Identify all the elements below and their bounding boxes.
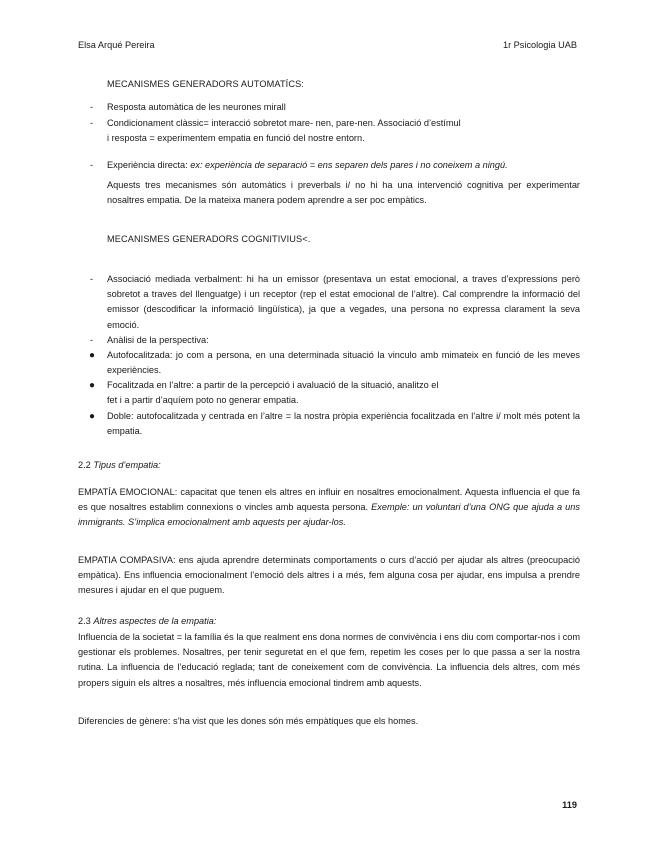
automatic-item-3 <box>107 158 580 173</box>
bullet-dash: - <box>90 160 94 170</box>
automatic-paragraph: Aquests tres mecanismes són automàtics i preverbals i/ no hi ha una intervenció cognitiva per experimentar nosaltres empatia. De la mateixa manera podem aprendre a ser poc empàtics. <box>107 180 580 206</box>
section-title: Tipus d’empatia: <box>93 460 161 470</box>
section-number: 2.2 <box>78 460 91 470</box>
perspective-sub-2-line-2: fet i a partir d’aquíem poto no generar empatia. <box>107 395 299 405</box>
section-2-3-heading <box>78 616 216 626</box>
header-author: Elsa Arqué Pereira <box>78 40 155 50</box>
header-course: 1r Psicologia UAB <box>502 40 577 50</box>
empathy-emotional-example: Exemple: un voluntari d’una ONG que ajuda a uns immigrants. S’implica emocionalment amb aquests per ajudar-los. <box>78 502 580 528</box>
page-number: 119 <box>562 800 577 810</box>
empathy-compassive-paragraph: EMPATIA COMPASIVA: ens ajuda aprendre determinats comportaments o curs d’acció per ajudar als altres (preocupació empàtica). Ens influencia emocionalment l’emoció dels altres i a més, fem alguna cosa per ajudar, ens impulsa a prendre mesures i ajudar en el que puguem. <box>78 555 580 596</box>
bullet-dot: ● <box>89 411 96 422</box>
section-2-2-heading <box>78 460 161 470</box>
cognitive-heading: MECANISMES GENERADORS COGNITIVIUS<. <box>107 234 311 244</box>
bullet-dash: - <box>90 102 94 112</box>
automatic-item-3-example: ex: experiència de separació = ens separen dels pares i no coneixem a ningú. <box>190 160 508 170</box>
perspective-sub-1: Autofocalitzada: jo com a persona, en una determinada situació la vinculo amb mimateix en funció de les meves experiències. <box>107 350 580 376</box>
bullet-dash: - <box>90 335 94 345</box>
cognitive-item-1: Associació mediada verbalment: hi ha un emissor (presentava un estat emocional, a traves d’expressions però sobretot a traves del llenguatge) i un receptor (rep el estat emocional de l’altre). Cal comprendre la informació del emissor (descodificar la informació lingüística), ja que a vegades, una persona no expressa clarament la seva emoció. <box>107 274 580 330</box>
bullet-dot: ● <box>89 380 96 391</box>
empathy-emotional-paragraph <box>78 485 580 531</box>
other-aspects-paragraph: Influencia de la societat = la família és la que realment ens dona normes de convivència i ens diu com comportar-nos i com gestionar els problemes. Nosaltres, per tenir seguretat en el que fem, repetim les coses per lo que passa a ser la nostra rutina. La influencia de l’educació reglada; tant de coneixement com de convivència. La influencia dels altres, com més propers siguin els altres a nosaltres, més influencia emocional tindrem amb aquests. <box>78 632 580 688</box>
section-title: Altres aspectes de la empatia: <box>93 616 217 626</box>
cognitive-item-2: Anàlisi de la perspectiva: <box>107 335 209 345</box>
bullet-dash: - <box>90 118 94 128</box>
perspective-sub-2-line-1: Focalitzada en l’altre: a partir de la percepció i avaluació de la situació, analitzo el <box>107 380 439 390</box>
automatic-heading: MECANISMES GENERADORS AUTOMATÍCS: <box>107 79 304 89</box>
gender-differences-paragraph: Diferencies de gènere: s’ha vist que les dones són més empàtiques que els homes. <box>78 716 419 726</box>
automatic-item-2-line-1: Condicionament clàssic= interacció sobretot mare- nen, pare-nen. Associació d’estímul <box>107 118 461 128</box>
section-number: 2.3 <box>78 616 91 626</box>
automatic-item-3-label: Experiència directa: <box>107 160 191 170</box>
bullet-dot: ● <box>89 350 96 361</box>
automatic-item-1: Resposta automàtica de les neurones mirall <box>107 102 286 112</box>
perspective-sub-3: Doble: autofocalitzada y centrada en l’altre = la nostra pròpia experiència focalitzada en l’altre i/ molt més potent la empatia. <box>107 411 580 437</box>
bullet-dash: - <box>90 274 94 284</box>
automatic-item-2-line-2: i resposta = experimentem empatia en funció del nostre entorn. <box>107 133 365 143</box>
empathy-emotional-text: EMPATÍA EMOCIONAL: capacitat que tenen els altres en influir en nosaltres emocionalment. Aquesta influencia el que fa es que nosaltres establim connexions o vincles amb aquesta persona. <box>78 487 580 513</box>
